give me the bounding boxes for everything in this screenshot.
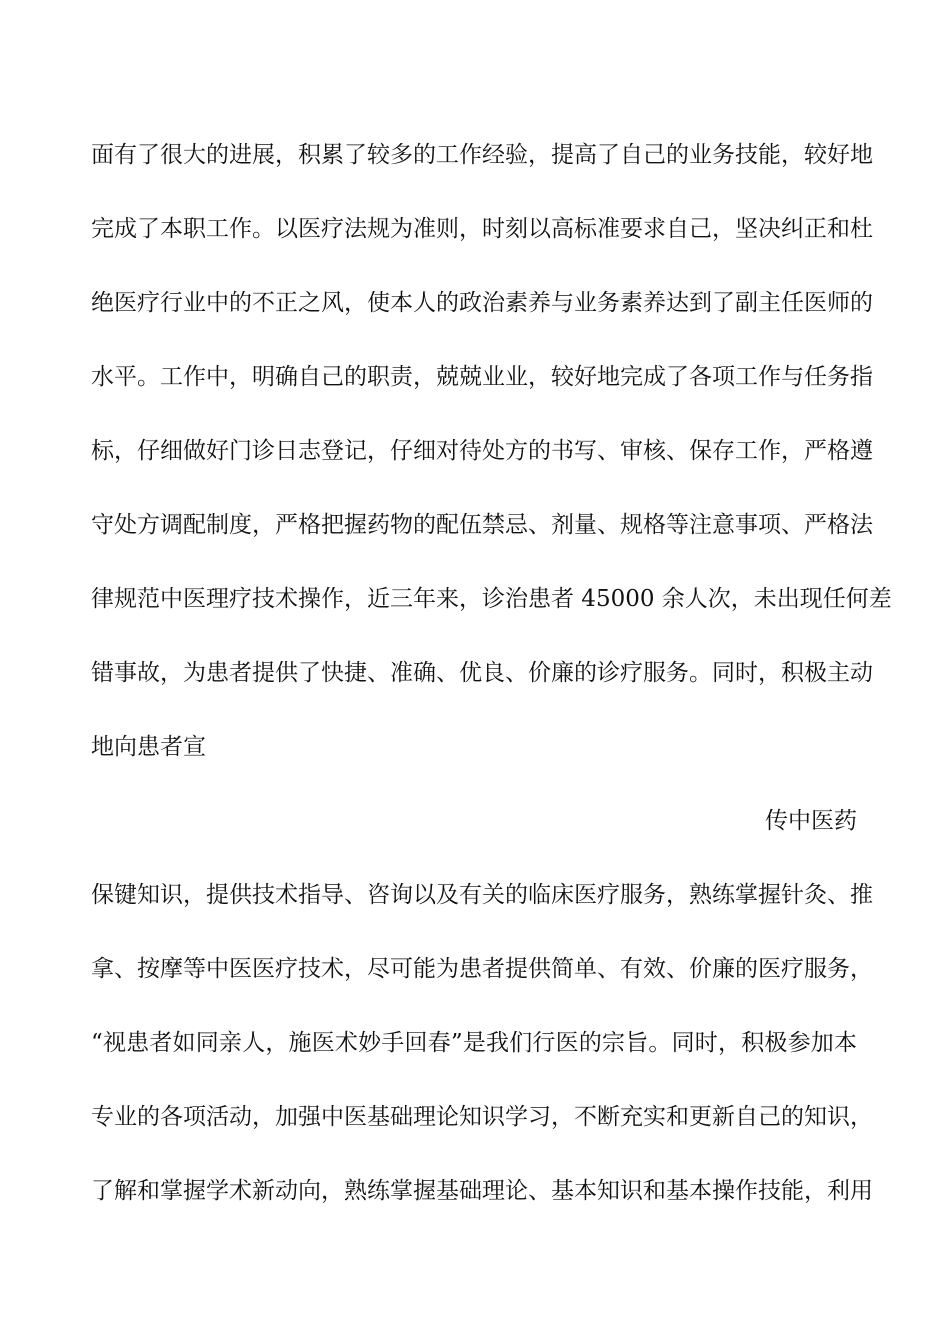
paragraph-line-5: 标，仔细做好门诊日志登记，仔细对待处方的书写、审核、保存工作，严格遵 xyxy=(91,438,873,464)
paragraph-line-9: 地向患者宣 xyxy=(91,734,206,760)
paragraph-line-11: 保键知识，提供技术指导、咨询以及有关的临床医疗服务，熟练掌握针灸、推 xyxy=(91,882,873,908)
paragraph-line-4: 水平。工作中，明确自己的职责，兢兢业业，较好地完成了各项工作与任务指 xyxy=(91,364,873,390)
paragraph-line-10: 传中医药 xyxy=(765,808,857,834)
paragraph-line-3: 绝医疗行业中的不正之风，使本人的政治素养与业务素养达到了副主任医师的 xyxy=(91,290,873,316)
paragraph-line-12: 拿、按摩等中医医疗技术，尽可能为患者提供简单、有效、价廉的医疗服务， xyxy=(91,956,873,982)
paragraph-line-7: 律规范中医理疗技术操作，近三年来，诊治患者 45000 余人次，未出现任何差 xyxy=(91,586,892,612)
paragraph-line-13: “视患者如同亲人，施医术妙手回春”是我们行医的宗旨。同时，积极参加本 xyxy=(91,1030,857,1056)
paragraph-line-14: 专业的各项活动，加强中医基础理论知识学习，不断充实和更新自己的知识， xyxy=(91,1104,873,1130)
paragraph-line-8: 错事故，为患者提供了快捷、准确、优良、价廉的诊疗服务。同时，积极主动 xyxy=(91,660,873,686)
paragraph-line-15: 了解和掌握学术新动向，熟练掌握基础理论、基本知识和基本操作技能，利用 xyxy=(91,1178,873,1204)
paragraph-line-6: 守处方调配制度，严格把握药物的配伍禁忌、剂量、规格等注意事项、严格法 xyxy=(91,512,873,538)
paragraph-line-2: 完成了本职工作。以医疗法规为准则，时刻以高标准要求自己，坚决纠正和杜 xyxy=(91,216,873,242)
paragraph-line-1: 面有了很大的进展，积累了较多的工作经验，提高了自己的业务技能，较好地 xyxy=(91,142,873,168)
